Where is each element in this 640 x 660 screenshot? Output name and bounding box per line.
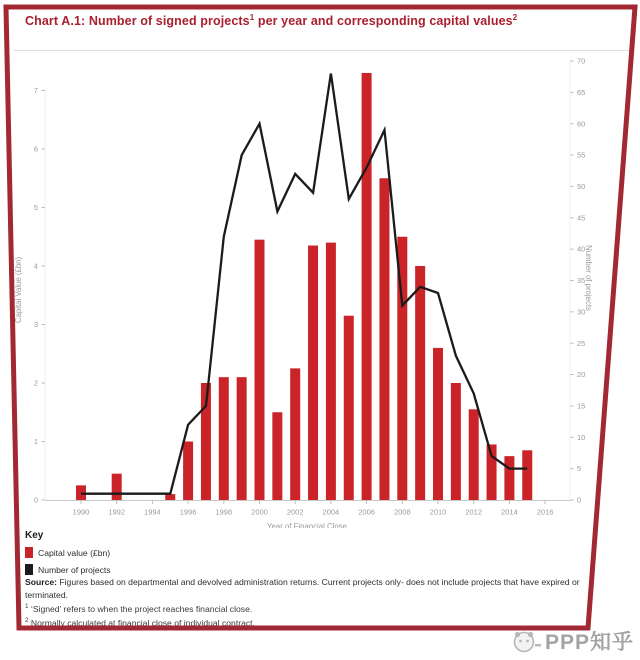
x-tick-label: 2014 (501, 507, 518, 517)
x-tick-label: 1998 (215, 507, 233, 517)
bar-2002 (290, 368, 300, 500)
x-axis-ticks (73, 500, 554, 517)
bar-2014 (504, 456, 514, 500)
right-axis-title: Number of projects (584, 245, 593, 311)
x-tick-label: 2004 (322, 507, 340, 517)
bar-1992 (112, 474, 122, 500)
left-axis-title: Capital Value (£bn) (14, 256, 23, 324)
right-tick-label: 20 (577, 370, 586, 380)
right-tick-label: 30 (577, 307, 586, 317)
legend-heading: Key (25, 530, 44, 541)
right-axis-ticks (570, 57, 585, 505)
capital-value-bars (76, 73, 532, 500)
bar-1995 (165, 494, 175, 500)
left-axis-ticks (34, 86, 45, 505)
legend-label: Number of projects (38, 564, 111, 575)
left-tick-label: 4 (33, 261, 38, 271)
left-tick-label: 0 (33, 495, 38, 505)
right-tick-label: 40 (577, 244, 586, 254)
legend-item-capital-value (25, 545, 111, 560)
watermark-text: PPP知乎 (544, 631, 634, 654)
legend-label: Capital value (£bn) (38, 547, 111, 558)
bar-2015 (522, 450, 532, 500)
bar-2004 (326, 243, 336, 500)
x-tick-label: 2008 (393, 507, 411, 517)
right-tick-label: 25 (577, 338, 586, 348)
bar-2009 (415, 266, 425, 500)
left-tick-label: 6 (33, 144, 38, 154)
right-tick-label: 0 (577, 495, 582, 505)
right-tick-label: 45 (577, 213, 586, 223)
bar-2012 (469, 409, 479, 500)
chart-title (25, 13, 610, 28)
footnote-2 (25, 617, 255, 628)
title-footnote-marker-1: 1 (249, 13, 255, 22)
x-tick-label: 2006 (358, 507, 375, 517)
right-tick-label: 70 (577, 56, 586, 66)
right-tick-label: 50 (577, 182, 586, 192)
right-tick-label: 15 (577, 401, 586, 411)
bar-2006 (362, 73, 372, 500)
x-tick-label: 2000 (251, 507, 268, 517)
left-tick-label: 1 (33, 437, 38, 447)
source-label: Source: (25, 577, 57, 587)
chart-plot (0, 50, 640, 528)
chart-title-text-2: per year and corresponding capital values (254, 14, 513, 29)
bar-1996 (183, 442, 193, 501)
right-tick-label: 55 (577, 150, 586, 160)
bar-2003 (308, 246, 318, 500)
bar-1998 (219, 377, 229, 500)
footnote-2-marker: 2 (25, 617, 29, 624)
footnote-1 (25, 603, 252, 614)
right-tick-label: 35 (577, 276, 586, 286)
bar-2005 (344, 316, 354, 500)
x-tick-label: 2016 (536, 507, 554, 517)
x-tick-label: 1990 (72, 507, 90, 517)
x-tick-label: 1996 (179, 507, 197, 517)
x-tick-label: 2012 (465, 507, 483, 517)
x-tick-label: 1992 (108, 507, 126, 517)
x-tick-label: 2002 (286, 507, 304, 517)
number-of-projects-swatch-icon (25, 564, 33, 575)
legend-item-number-of-projects (25, 562, 111, 577)
source-note (25, 576, 621, 602)
bar-2000 (255, 240, 265, 500)
x-axis-title: Year of Financial Close (267, 522, 347, 528)
bar-2011 (451, 383, 461, 500)
left-tick-label: 5 (33, 203, 38, 213)
bar-2007 (379, 178, 389, 500)
chart-legend (25, 530, 111, 579)
left-tick-label: 2 (33, 378, 38, 388)
right-tick-label: 5 (577, 464, 582, 474)
chart-title-text: Chart A.1: Number of signed projects (25, 14, 250, 29)
x-tick-label: 2010 (429, 507, 447, 517)
right-tick-label: 60 (577, 119, 586, 129)
footnote-1-marker: 1 (25, 603, 29, 610)
bar-1999 (237, 377, 247, 500)
watermark (511, 626, 634, 656)
footnote-1-text: ‘Signed’ refers to when the project reaches financial close. (30, 603, 253, 614)
bar-2001 (272, 412, 282, 500)
x-tick-label: 1994 (144, 507, 161, 517)
right-tick-label: 65 (577, 87, 586, 97)
left-tick-label: 3 (33, 320, 38, 330)
bar-2010 (433, 348, 443, 500)
source-text: Figures based on departmental and devolved administration returns. Current projects only- does not include projects that have expired or terminated. (25, 577, 580, 600)
right-tick-label: 10 (577, 432, 586, 442)
watermark-logo-icon (511, 628, 541, 654)
title-footnote-marker-2: 2 (512, 13, 518, 22)
left-tick-label: 7 (33, 86, 38, 96)
footnote-2-text: Normally calculated at financial close of individual contract. (30, 617, 255, 628)
capital-value-swatch-icon (25, 547, 33, 558)
